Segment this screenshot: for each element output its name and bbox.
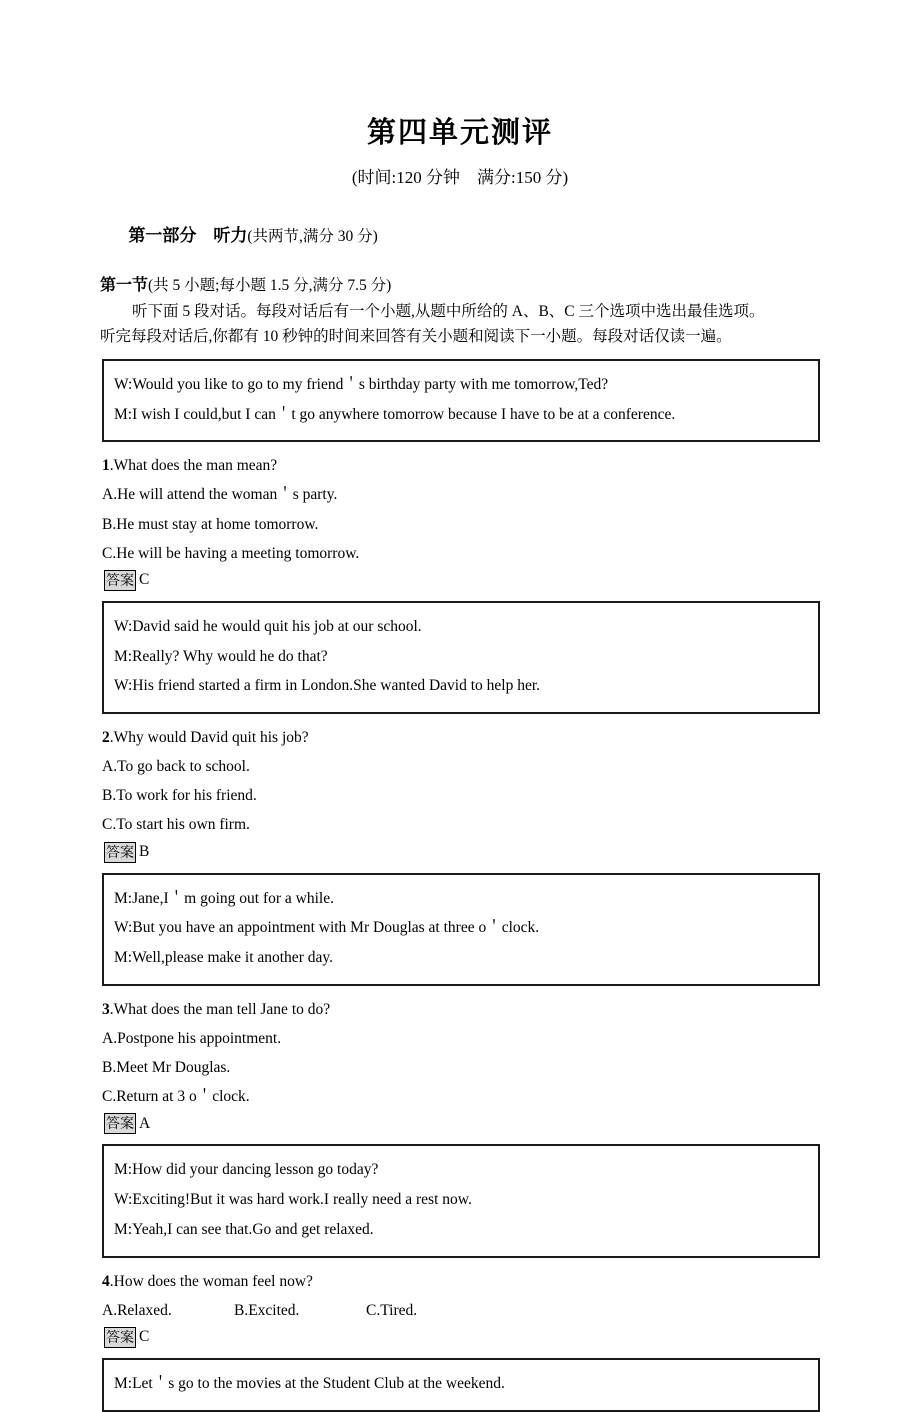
answer-value: A xyxy=(139,1114,151,1132)
question-option[interactable]: A.Postpone his appointment. xyxy=(102,1029,282,1047)
answer-value: C xyxy=(139,571,150,589)
question-item xyxy=(102,723,820,863)
dialogue-line: W:But you have an appointment with Mr Douglas at three o＇clock. xyxy=(114,919,540,937)
answer-row xyxy=(104,570,820,591)
dialogue-line: M:Really? Why would he do that? xyxy=(114,647,328,665)
answer-badge: 答案 xyxy=(104,1113,136,1134)
question-item xyxy=(102,451,820,591)
answer-value: C xyxy=(139,1328,150,1346)
exam-meta-subtitle: (时间:120 分钟 满分:150 分) xyxy=(351,168,569,188)
question-option[interactable]: B.Excited. xyxy=(234,1301,300,1319)
answer-row xyxy=(104,1113,820,1134)
answer-value: B xyxy=(139,842,150,860)
question-option[interactable]: C.Return at 3 o＇clock. xyxy=(102,1088,250,1106)
question-options-inline xyxy=(102,1296,820,1325)
listening-instructions xyxy=(100,299,820,349)
question-number: 3 xyxy=(102,1000,110,1018)
dialogue-line: W:His friend started a firm in London.She wanted David to help her. xyxy=(114,677,541,695)
dialogue-box xyxy=(102,1144,820,1257)
question-option[interactable]: C.He will be having a meeting tomorrow. xyxy=(102,544,360,562)
dialogue-line: W:Exciting!But it was hard work.I really need a rest now. xyxy=(114,1191,472,1209)
question-stem xyxy=(102,995,820,1024)
answer-badge: 答案 xyxy=(104,570,136,591)
dialogue-box xyxy=(102,873,820,986)
dialogue-line: W:David said he would quit his job at our school. xyxy=(114,617,422,635)
section-one-heading-note: (共 5 小题;每小题 1.5 分,满分 7.5 分) xyxy=(148,276,392,294)
question-number: 1 xyxy=(102,457,110,475)
answer-badge: 答案 xyxy=(104,842,136,863)
question-option[interactable]: B.Meet Mr Douglas. xyxy=(102,1059,231,1077)
part-one-heading xyxy=(100,201,820,266)
dialogue-line: W:Would you like to go to my friend＇s birthday party with me tomorrow,Ted? xyxy=(114,375,609,393)
question-item xyxy=(102,1267,820,1348)
dialogue-line: M:How did your dancing lesson go today? xyxy=(114,1161,379,1179)
instruction-line-1: 听下面 5 段对话。每段对话后有一个小题,从题中所给的 A、B、C 三个选项中选出最佳选项。 xyxy=(132,302,765,320)
question-option[interactable]: A.Relaxed. xyxy=(102,1301,172,1319)
answer-badge: 答案 xyxy=(104,1327,136,1348)
question-option[interactable]: C.To start his own firm. xyxy=(102,816,250,834)
question-option[interactable]: C.Tired. xyxy=(366,1301,418,1319)
question-option[interactable]: B.He must stay at home tomorrow. xyxy=(102,515,319,533)
question-text: .Why would David quit his job? xyxy=(109,729,309,747)
question-stem xyxy=(102,451,820,480)
question-number: 2 xyxy=(102,729,110,747)
question-text: .What does the man mean? xyxy=(109,457,278,475)
dialogue-box xyxy=(102,359,820,443)
dialogue-line: M:Well,please make it another day. xyxy=(114,949,333,967)
answer-row xyxy=(104,842,820,863)
answer-row xyxy=(104,1327,820,1348)
question-option[interactable]: A.He will attend the woman＇s party. xyxy=(102,486,338,504)
page-title: 第四单元测评 xyxy=(366,117,553,149)
instruction-line-2: 听完每段对话后,你都有 10 秒钟的时间来回答有关小题和阅读下一小题。每段对话仅读一遍。 xyxy=(100,327,732,345)
question-number: 4 xyxy=(102,1272,110,1290)
question-text: .How does the woman feel now? xyxy=(109,1272,313,1290)
question-item xyxy=(102,995,820,1135)
question-text: .What does the man tell Jane to do? xyxy=(109,1000,331,1018)
question-stem xyxy=(102,723,820,752)
dialogue-line: M:Jane,I＇m going out for a while. xyxy=(114,889,334,907)
section-one-heading xyxy=(100,272,820,295)
question-option[interactable]: B.To work for his friend. xyxy=(102,787,257,805)
dialogue-line: M:Yeah,I can see that.Go and get relaxed. xyxy=(114,1220,374,1238)
part-one-heading-note: (共两节,满分 30 分) xyxy=(247,227,378,245)
page-content xyxy=(100,100,820,1412)
question-option[interactable]: A.To go back to school. xyxy=(102,758,250,776)
dialogue-box xyxy=(102,601,820,714)
section-one-heading-label: 第一节 xyxy=(100,276,149,294)
part-one-heading-label: 第一部分 听力 xyxy=(128,225,248,245)
dialogue-line: M:Let＇s go to the movies at the Student Club at the weekend. xyxy=(114,1374,505,1392)
question-stem xyxy=(102,1267,820,1296)
dialogue-box xyxy=(102,1358,820,1412)
dialogue-line: M:I wish I could,but I can＇t go anywhere tomorrow because I have to be at a conference. xyxy=(114,405,676,423)
